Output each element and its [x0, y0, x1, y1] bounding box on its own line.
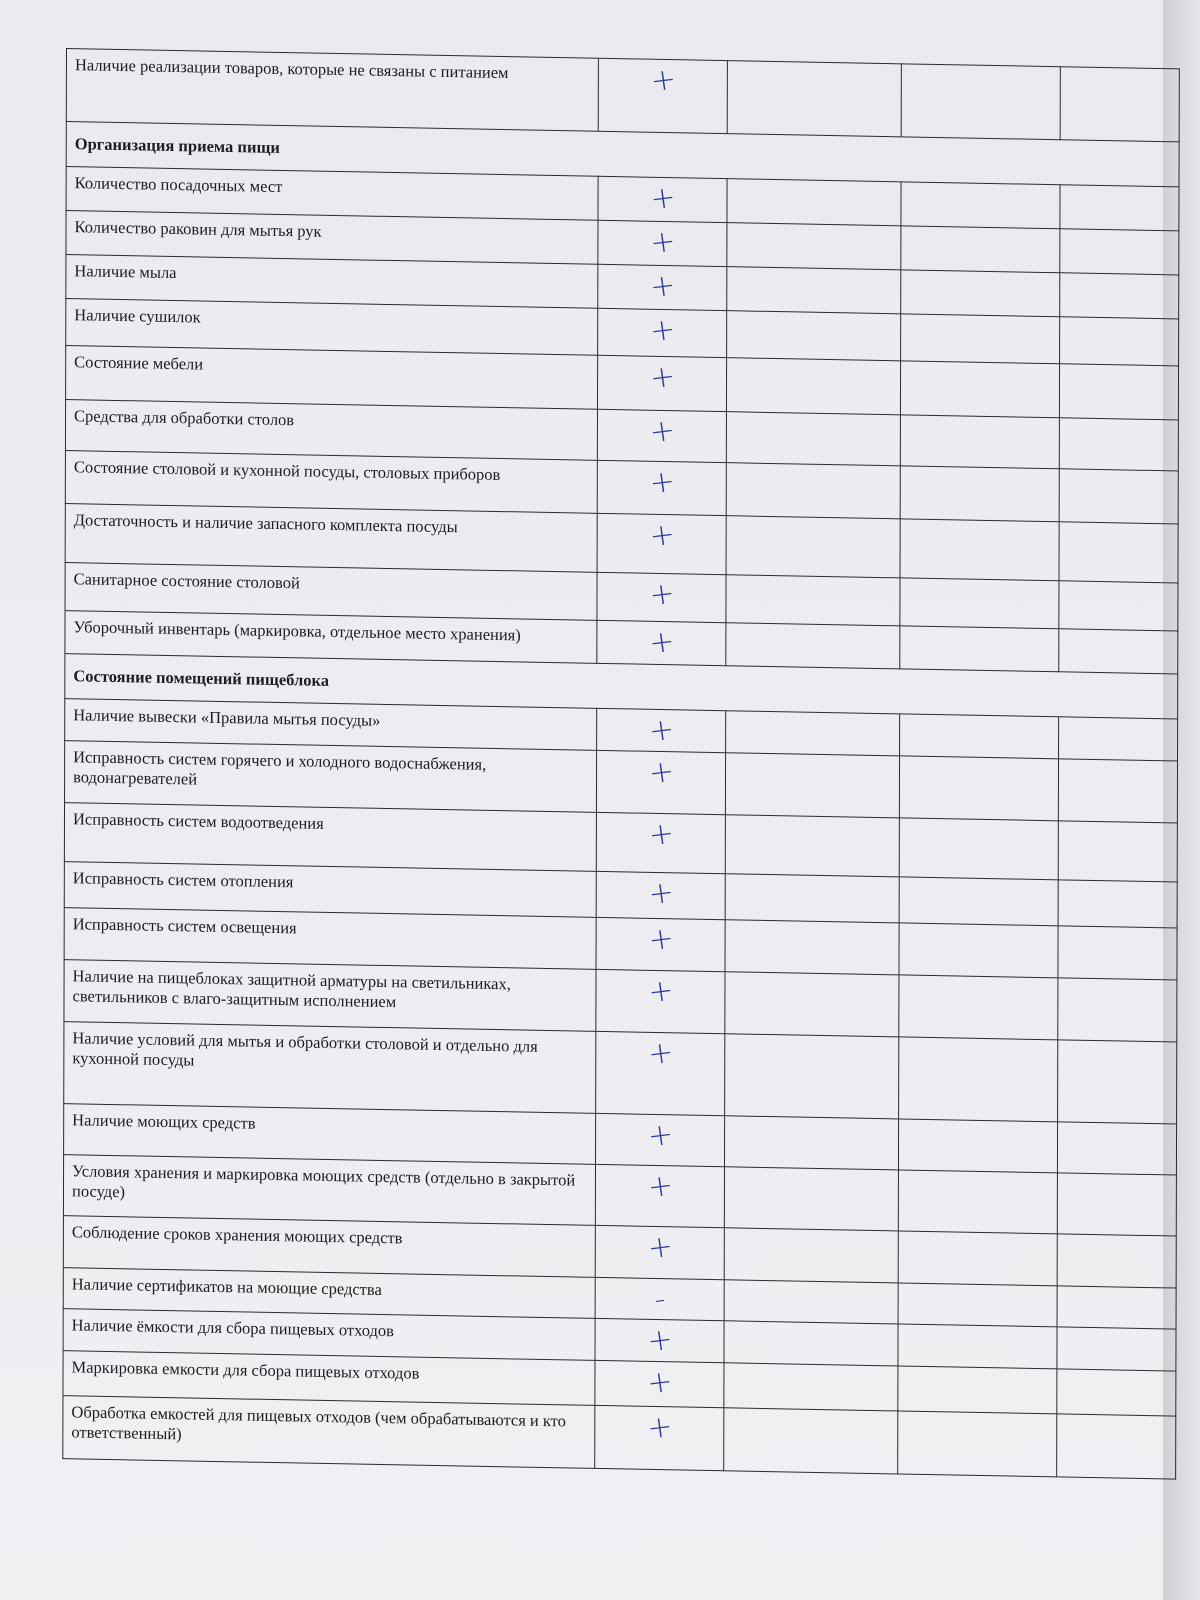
mark-cell	[598, 220, 727, 266]
handwritten-mark: +	[647, 179, 678, 218]
empty-cell-3	[725, 972, 899, 1037]
mark-cell	[595, 1360, 725, 1407]
mark-cell	[596, 750, 726, 814]
empty-cell-5	[1058, 759, 1177, 823]
empty-cell-4	[902, 64, 1061, 140]
empty-cell-4	[900, 756, 1059, 821]
mark-cell	[597, 620, 726, 665]
criterion-label: Наличие ёмкости для сбора пищевых отходов	[63, 1309, 595, 1361]
empty-cell-4	[900, 578, 1059, 629]
criterion-label: Соблюдение сроков хранения моющих средств	[63, 1216, 595, 1278]
handwritten-mark: +	[644, 1363, 675, 1402]
handwritten-mark: +	[645, 874, 676, 913]
empty-cell-3	[724, 1321, 898, 1366]
mark-cell	[598, 308, 728, 357]
empty-cell-5	[1059, 418, 1178, 471]
empty-cell-4	[901, 466, 1060, 522]
empty-cell-4	[899, 1037, 1058, 1122]
empty-cell-3	[726, 623, 900, 669]
empty-cell-3	[725, 920, 899, 975]
mark-cell	[598, 176, 727, 222]
handwritten-mark: +	[644, 1408, 675, 1447]
empty-cell-5	[1059, 317, 1178, 366]
empty-cell-5	[1060, 185, 1179, 231]
empty-cell-3	[726, 575, 900, 626]
empty-cell-4	[898, 1283, 1057, 1327]
empty-cell-4	[900, 818, 1059, 880]
mark-cell	[595, 1277, 724, 1320]
empty-cell-5	[1060, 67, 1179, 142]
handwritten-mark: +	[645, 972, 676, 1011]
criterion-label: Маркировка емкости для сбора пищевых отходов	[63, 1351, 595, 1406]
criterion-label: Состояние столовой и кухонной посуды, столовых приборов	[65, 451, 597, 514]
empty-cell-4	[898, 1411, 1057, 1477]
criterion-label: Уборочный инвентарь (маркировка, отдельное место хранения)	[65, 611, 597, 664]
handwritten-mark: +	[646, 623, 677, 662]
mark-cell	[597, 409, 727, 462]
mark-cell	[598, 58, 728, 133]
mark-cell	[596, 708, 725, 752]
empty-cell-5	[1059, 522, 1178, 583]
criterion-label: Санитарное состояние столовой	[65, 563, 597, 621]
handwritten-mark: +	[646, 516, 677, 555]
handwritten-mark: +	[647, 412, 677, 451]
empty-cell-4	[900, 626, 1059, 672]
empty-cell-4	[901, 415, 1060, 469]
empty-cell-4	[901, 182, 1060, 229]
criterion-label: Исправность систем отопления	[64, 862, 596, 918]
empty-cell-5	[1058, 978, 1177, 1042]
empty-cell-3	[724, 1408, 898, 1474]
empty-cell-4	[898, 1366, 1057, 1414]
empty-cell-3	[724, 1280, 898, 1324]
handwritten-mark: +	[646, 711, 676, 750]
criterion-label: Количество раковин для мытья рук	[66, 211, 598, 265]
empty-cell-5	[1058, 926, 1177, 980]
empty-cell-3	[727, 412, 901, 466]
handwritten-mark: +	[648, 61, 678, 100]
empty-cell-5	[1059, 629, 1178, 674]
empty-cell-3	[725, 1034, 899, 1119]
handwritten-mark: +	[647, 267, 678, 306]
empty-cell-4	[898, 1324, 1057, 1369]
empty-cell-5	[1058, 821, 1177, 882]
empty-cell-4	[899, 923, 1058, 978]
criterion-label: Исправность систем водоотведения	[64, 803, 596, 872]
criterion-label: Наличие вывески «Правила мытья посуды»	[65, 699, 597, 751]
empty-cell-3	[726, 815, 900, 877]
handwritten-mark: +	[647, 311, 678, 350]
empty-cell-3	[726, 711, 900, 756]
criterion-label: Обработка емкостей для пищевых отходов (чем обрабатываются и кто ответственный)	[63, 1396, 595, 1469]
mark-cell	[595, 1225, 725, 1279]
mark-cell	[596, 969, 726, 1033]
mark-cell	[595, 1405, 725, 1470]
empty-cell-3	[726, 753, 900, 818]
empty-cell-5	[1057, 1040, 1176, 1124]
criterion-label: Исправность систем горячего и холодного водоснабжения, водонагревателей	[65, 741, 597, 813]
handwritten-mark: +	[646, 753, 676, 792]
mark-cell	[595, 1164, 725, 1227]
handwritten-mark: +	[645, 1167, 675, 1206]
empty-cell-5	[1057, 1122, 1176, 1175]
empty-cell-3	[727, 311, 901, 361]
criterion-label: Наличие мыла	[66, 255, 598, 309]
empty-cell-3	[724, 1228, 898, 1283]
handwritten-mark: +	[647, 223, 678, 262]
criterion-label: Исправность систем освещения	[64, 908, 596, 970]
empty-cell-5	[1057, 1369, 1176, 1416]
handwritten-mark: +	[646, 463, 677, 502]
empty-cell-5	[1057, 1173, 1176, 1236]
criterion-label: Наличие сушилок	[66, 299, 598, 356]
mark-cell	[596, 871, 726, 919]
empty-cell-3	[727, 358, 901, 415]
empty-cell-4	[901, 361, 1060, 418]
handwritten-mark: +	[644, 1321, 675, 1360]
empty-cell-4	[900, 877, 1059, 926]
empty-cell-4	[900, 714, 1059, 759]
criterion-label: Условия хранения и маркировка моющих средств (отдельно в закрытой посуде)	[63, 1155, 595, 1226]
empty-cell-4	[900, 519, 1059, 581]
mark-cell	[597, 572, 727, 622]
empty-cell-5	[1057, 1234, 1176, 1288]
empty-cell-3	[726, 516, 900, 578]
criterion-label: Достаточность и наличие запасного комплекта посуды	[65, 504, 597, 573]
empty-cell-3	[725, 1116, 899, 1170]
inspection-checklist-table	[62, 48, 1180, 1480]
empty-cell-4	[899, 1170, 1058, 1234]
handwritten-mark: +	[646, 815, 676, 854]
criterion-label: Средства для обработки столов	[65, 400, 597, 461]
empty-cell-4	[899, 975, 1058, 1040]
section-title: Состояние помещений пищеблока	[65, 654, 1178, 719]
mark-cell	[596, 917, 726, 971]
handwritten-mark: +	[644, 1228, 675, 1267]
empty-cell-3	[725, 1167, 899, 1231]
empty-cell-4	[899, 1231, 1058, 1286]
handwritten-mark: +	[645, 920, 676, 959]
handwritten-mark: -	[651, 1281, 668, 1318]
empty-cell-3	[724, 1363, 898, 1411]
empty-cell-5	[1056, 1414, 1175, 1479]
criterion-label: Количество посадочных мест	[66, 167, 598, 221]
empty-cell-3	[727, 179, 901, 226]
empty-cell-5	[1058, 880, 1177, 928]
criterion-label: Наличие реализации товаров, которые не связаны с питанием	[66, 49, 598, 132]
empty-cell-5	[1059, 364, 1178, 420]
criterion-label: Наличие на пищеблоках защитной арматуры на светильниках, светильников с влаго-защитным исполнением	[64, 960, 596, 1032]
checklist-body	[63, 49, 1180, 1480]
criterion-label: Наличие моющих средств	[64, 1104, 596, 1165]
empty-cell-5	[1060, 229, 1179, 275]
empty-cell-5	[1059, 581, 1178, 631]
empty-cell-5	[1058, 717, 1177, 761]
criterion-label: Наличие сертификатов на моющие средства	[63, 1268, 595, 1319]
handwritten-mark: +	[646, 575, 677, 614]
empty-cell-3	[725, 874, 899, 923]
empty-cell-5	[1057, 1327, 1176, 1371]
empty-cell-3	[726, 463, 900, 519]
criterion-label: Состояние мебели	[66, 346, 598, 410]
mark-cell	[598, 264, 727, 310]
empty-cell-4	[901, 270, 1060, 317]
criterion-label: Наличие условий для мытья и обработки столовой и отдельно для кухонной посуды	[64, 1022, 596, 1114]
empty-cell-4	[901, 226, 1060, 273]
handwritten-mark: +	[647, 358, 677, 397]
mark-cell	[595, 1318, 724, 1362]
empty-cell-4	[899, 1119, 1058, 1173]
handwritten-mark: +	[645, 1116, 675, 1155]
empty-cell-3	[727, 223, 901, 270]
mark-cell	[597, 460, 727, 515]
mark-cell	[596, 1031, 726, 1115]
mark-cell	[596, 812, 726, 873]
empty-cell-5	[1060, 273, 1179, 319]
empty-cell-3	[727, 267, 901, 314]
mark-cell	[597, 513, 727, 574]
empty-cell-5	[1059, 469, 1178, 524]
mark-cell	[597, 355, 727, 411]
empty-cell-4	[901, 314, 1060, 364]
empty-cell-5	[1057, 1286, 1176, 1329]
section-title: Организация приема пищи	[66, 122, 1179, 187]
mark-cell	[595, 1113, 725, 1166]
handwritten-mark: +	[645, 1034, 676, 1073]
empty-cell-3	[727, 61, 901, 137]
